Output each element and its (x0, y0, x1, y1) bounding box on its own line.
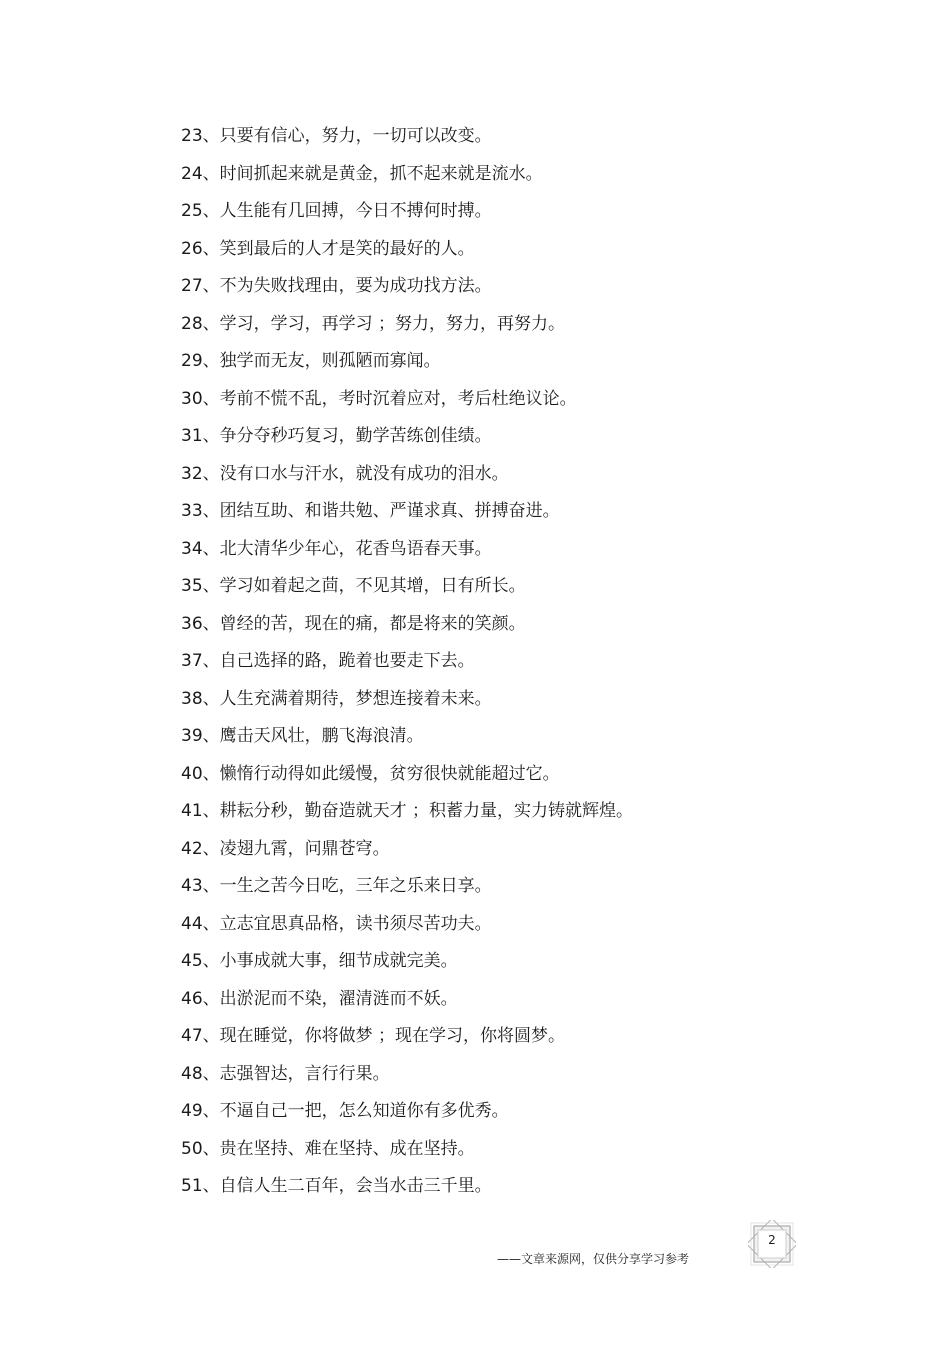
quote-line: 36、曾经的苦，现在的痛，都是将来的笑颜。 (181, 613, 526, 634)
quote-line: 37、自己选择的路，跪着也要走下去。 (181, 651, 475, 671)
quote-line: 34、北大清华少年心，花香鸟语春天事。 (181, 538, 492, 559)
quote-line: 26、笑到最后的人才是笑的最好的人。 (181, 238, 475, 259)
quote-line: 47、现在睡觉，你将做梦 ；现在学习，你将圆梦。 (181, 1026, 566, 1046)
quote-line: 48、志强智达，言行行果。 (181, 1063, 390, 1084)
quote-line: 27、不为失败找理由，要为成功找方法。 (181, 276, 492, 296)
quote-line: 24、时间抓起来就是黄金，抓不起来就是流水。 (181, 163, 543, 184)
quote-line: 50、贵在坚持、难在坚持、成在坚持。 (181, 1138, 475, 1159)
quote-line: 49、不逼自己一把，怎么知道你有多优秀。 (181, 1101, 509, 1121)
page-number-badge (748, 1220, 796, 1268)
quote-line: 31、争分夺秒巧复习，勤学苦练创佳绩。 (181, 426, 492, 446)
quote-line: 25、人生能有几回搏，今日不搏何时搏。 (181, 201, 492, 221)
quote-line: 45、小事成就大事，细节成就完美。 (181, 951, 458, 971)
quote-line: 43、一生之苦今日吃，三年之乐来日享。 (181, 876, 492, 896)
quote-line: 41、耕耘分秒，勤奋造就天才 ；积蓄力量，实力铸就辉煌。 (181, 801, 634, 821)
quote-line: 28、学习，学习，再学习 ；努力，努力，再努力。 (181, 313, 566, 334)
quote-line: 30、考前不慌不乱，考时沉着应对，考后杜绝议论。 (181, 388, 577, 409)
quote-line: 33、团结互助、和谐共勉、严谨求真、拼搏奋进。 (181, 501, 560, 521)
quote-line: 42、凌翅九霄，问鼎苍穹。 (181, 838, 390, 859)
quote-line: 32、没有口水与汗水，就没有成功的泪水。 (181, 463, 509, 484)
quote-line: 40、懒惰行动得如此缓慢，贫穷很快就能超过它。 (181, 763, 560, 784)
quote-line: 38、人生充满着期待，梦想连接着未来。 (181, 688, 492, 709)
quote-line: 46、出淤泥而不染，濯清涟而不妖。 (181, 988, 458, 1009)
footer-source-note: ——文章来源网，仅供分享学习参考 (497, 1252, 690, 1266)
quote-line: 35、学习如着起之茴，不见其增，日有所长。 (181, 576, 526, 596)
quote-line: 29、独学而无友，则孤陋而寡闻。 (181, 351, 441, 371)
quote-line: 39、鹰击天风壮，鹏飞海浪清。 (181, 726, 424, 746)
page-number: 2 (768, 1233, 776, 1247)
quote-list (181, 123, 633, 1211)
quote-line: 44、立志宜思真品格，读书须尽苦功夫。 (181, 913, 492, 934)
quote-line: 23、只要有信心，努力，一切可以改变。 (181, 126, 492, 146)
quote-line: 51、自信人生二百年，会当水击三千里。 (181, 1176, 492, 1196)
